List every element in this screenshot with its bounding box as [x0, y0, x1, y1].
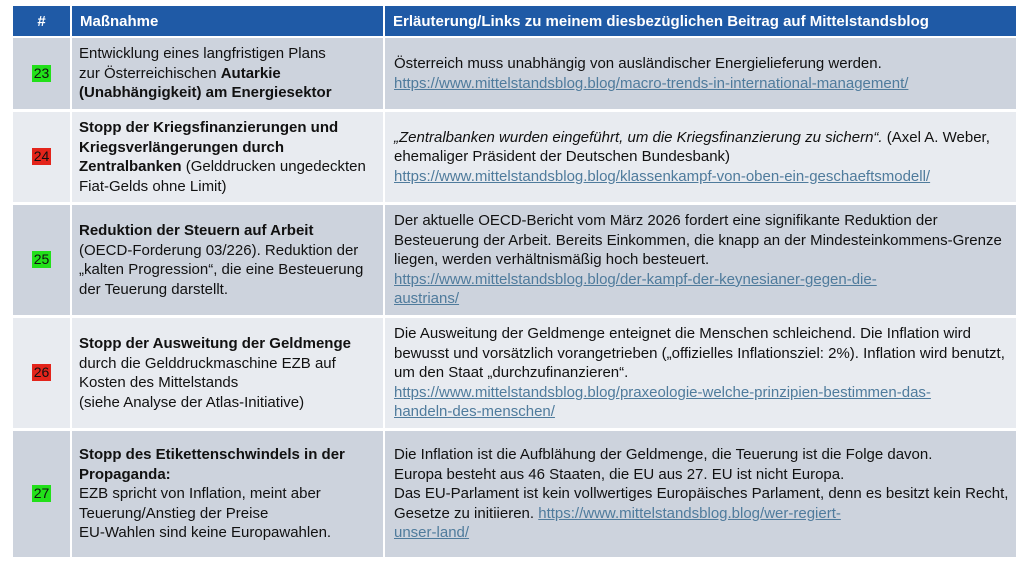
measure-text: (siehe Analyse der Atlas-Initiative) — [79, 393, 305, 411]
table-row — [13, 430, 1017, 559]
link-line: https://www.mittelstandsblog.blog/wer-regiert- — [538, 504, 841, 522]
explanation-text: Die Ausweitung der Geldmenge enteignet die Menschen schleichend. Die Inflation wird bewusst und vorsätzlich vorangetrieben („offizielles Inflationsziel: 2%). Inflation wird benutzt, um den Staat „durchzufinanzieren“. — [394, 325, 1005, 382]
link-line: https://www.mittelstandsblog.blog/der-kampf-der-keynesianer-gegen-die- — [394, 270, 877, 288]
blog-link[interactable]: https://www.mittelstandsblog.blog/klassenkampf-von-oben-ein-geschaeftsmodell/ — [394, 167, 931, 185]
blog-link[interactable]: https://www.mittelstandsblog.blog/macro-trends-in-international-management/ — [394, 74, 909, 92]
measure-cell — [71, 317, 384, 430]
measure-bold-text: Reduktion der Steuern auf Arbeit — [79, 222, 314, 239]
row-number-cell — [13, 430, 71, 559]
explanation-cell — [384, 204, 1017, 317]
measure-text: EZB spricht von Inflation, meint aber Teuerung/Anstieg der Preise — [79, 485, 321, 522]
measure-cell — [71, 430, 384, 559]
explanation-cell — [384, 111, 1017, 204]
measure-text: (Gelddrucken ungedeckten Fiat-Gelds ohne Limit) — [79, 158, 366, 195]
row-number-cell — [13, 317, 71, 430]
measure-bold-text: (Unabhängigkeit) am Energiesektor — [79, 84, 332, 102]
measure-text: EU-Wahlen sind keine Europawahlen. — [79, 524, 332, 542]
table-row — [13, 317, 1017, 430]
measure-cell — [71, 111, 384, 204]
status-badge: 24 — [33, 148, 50, 165]
link-line: unser-land/ — [394, 524, 470, 542]
explanation-text: Die Inflation ist die Aufblähung der Geldmenge, die Teuerung ist die Folge davon. — [394, 446, 933, 464]
measure-bold-text: Autarkie — [220, 64, 281, 82]
measure-bold-text: Stopp des Etikettenschwindels in der Propaganda: — [79, 446, 345, 483]
measure-cell — [71, 204, 384, 317]
explanation-cell — [384, 430, 1017, 559]
quote-text: „Zentralbanken wurden eingeführt, um die Kriegsfinanzierung zu sichern“. — [394, 128, 883, 146]
header-explanation: Erläuterung/Links zu meinem diesbezüglichen Beitrag auf Mittelstandsblog — [384, 6, 1017, 37]
link-line: handeln-des-menschen/ — [394, 403, 555, 421]
header-measure: Maßnahme — [71, 6, 384, 37]
link-line: austrians/ — [394, 290, 460, 308]
row-number-cell — [13, 37, 71, 111]
measures-table-container — [13, 6, 1017, 560]
explanation-text: Der aktuelle OECD-Bericht vom März 2026 fordert eine signifikante Reduktion der Besteuerung der Arbeit. Bereits Einkommen, die knapp an der Mindesteinkommens-Grenze liegen, werden verhältnismäßig hoch besteuert. — [394, 212, 1002, 269]
explanation-text: Das EU-Parlament ist kein vollwertiges Europäisches Parlament, denn es besitzt kein Recht, Gesetze zu initiieren. — [394, 485, 1009, 522]
status-badge: 26 — [33, 364, 50, 381]
status-badge: 27 — [33, 485, 50, 502]
explanation-text: (Axel A. Weber, ehemaliger Präsident der Deutschen Bundesbank) — [394, 128, 990, 166]
measure-bold-text: Stopp der Ausweitung der Geldmenge — [79, 335, 351, 352]
measure-text: (OECD-Forderung 03/226). Reduktion der „kalten Progression“, die eine Besteuerung der Teuerung darstellt. — [79, 241, 364, 298]
row-number-cell — [13, 111, 71, 204]
blog-link[interactable] — [394, 384, 931, 421]
measure-text: zur Österreichischen — [79, 64, 221, 82]
table-row — [13, 204, 1017, 317]
measure-text: Entwicklung eines langfristigen Plans — [79, 45, 326, 63]
explanation-text: Österreich muss unabhängig von ausländischer Energielieferung werden. — [394, 55, 882, 72]
table-header-row — [13, 6, 1017, 37]
measure-cell — [71, 37, 384, 111]
status-badge: 25 — [33, 251, 50, 268]
explanation-cell — [384, 317, 1017, 430]
blog-link[interactable] — [394, 271, 877, 308]
table-row — [13, 111, 1017, 204]
explanation-text: Europa besteht aus 46 Staaten, die EU aus 27. EU ist nicht Europa. — [394, 465, 845, 483]
explanation-cell — [384, 37, 1017, 111]
table-row — [13, 37, 1017, 111]
header-number: # — [13, 6, 71, 37]
link-line: https://www.mittelstandsblog.blog/praxeologie-welche-prinzipien-bestimmen-das- — [394, 383, 931, 401]
status-badge: 23 — [33, 64, 50, 81]
measure-bold-text: Stopp der Kriegsfinanzierungen und Kriegsverlängerungen durch Zentralbanken — [79, 119, 339, 175]
measures-table — [13, 6, 1018, 560]
row-number-cell — [13, 204, 71, 317]
measure-text: durch die Gelddruckmaschine EZB auf Kosten des Mittelstands — [79, 354, 336, 391]
